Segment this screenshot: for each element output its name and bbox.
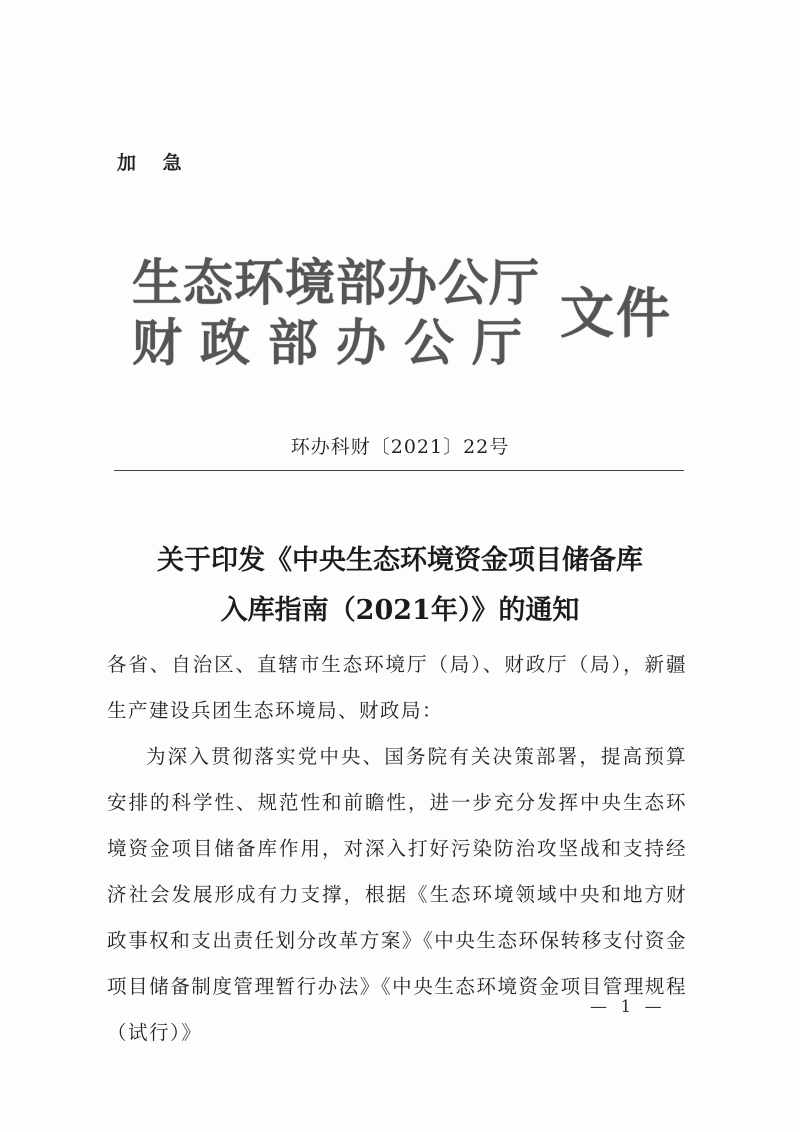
title-line-1: 关于印发《中央生态环境资金项目储备库 (157, 545, 643, 576)
issuer-line-ministry: 生态环境部办公厅 (132, 253, 540, 312)
document-number: 环办科财〔2021〕22号 (290, 436, 510, 458)
salutation: 各省、自治区、直辖市生态环境厅（局）、财政厅（局），新疆生产建设兵团生态环境局、财政局： (107, 653, 687, 722)
title-line-2: 入库指南（2021年）》的通知 (220, 595, 580, 626)
issuer-line-finance: 财政部办公厅 (132, 313, 540, 372)
header-divider (114, 470, 684, 471)
page-number: — 1 — (590, 997, 666, 1017)
document-body (107, 642, 687, 1056)
issuer-suffix: 文件 (560, 281, 672, 345)
issuer-header (120, 243, 700, 383)
urgency-label: 加 急 (117, 152, 192, 174)
body-paragraph: 为深入贯彻落实党中央、国务院有关决策部署，提高预算安排的科学性、规范性和前瞻性，进一步充分发挥中央生态环境资金项目储备库作用，对深入打好污染防治攻坚战和支持经济社会发展形成有力支撑，根据《生态环境领域中央和地方财政事权和支出责任划分改革方案》《中央生态环保转移支付资金项目储备制度管理暂行办法》《中央生态环境资金项目管理规程（试行）》 (107, 745, 687, 1044)
document-title (0, 536, 800, 636)
